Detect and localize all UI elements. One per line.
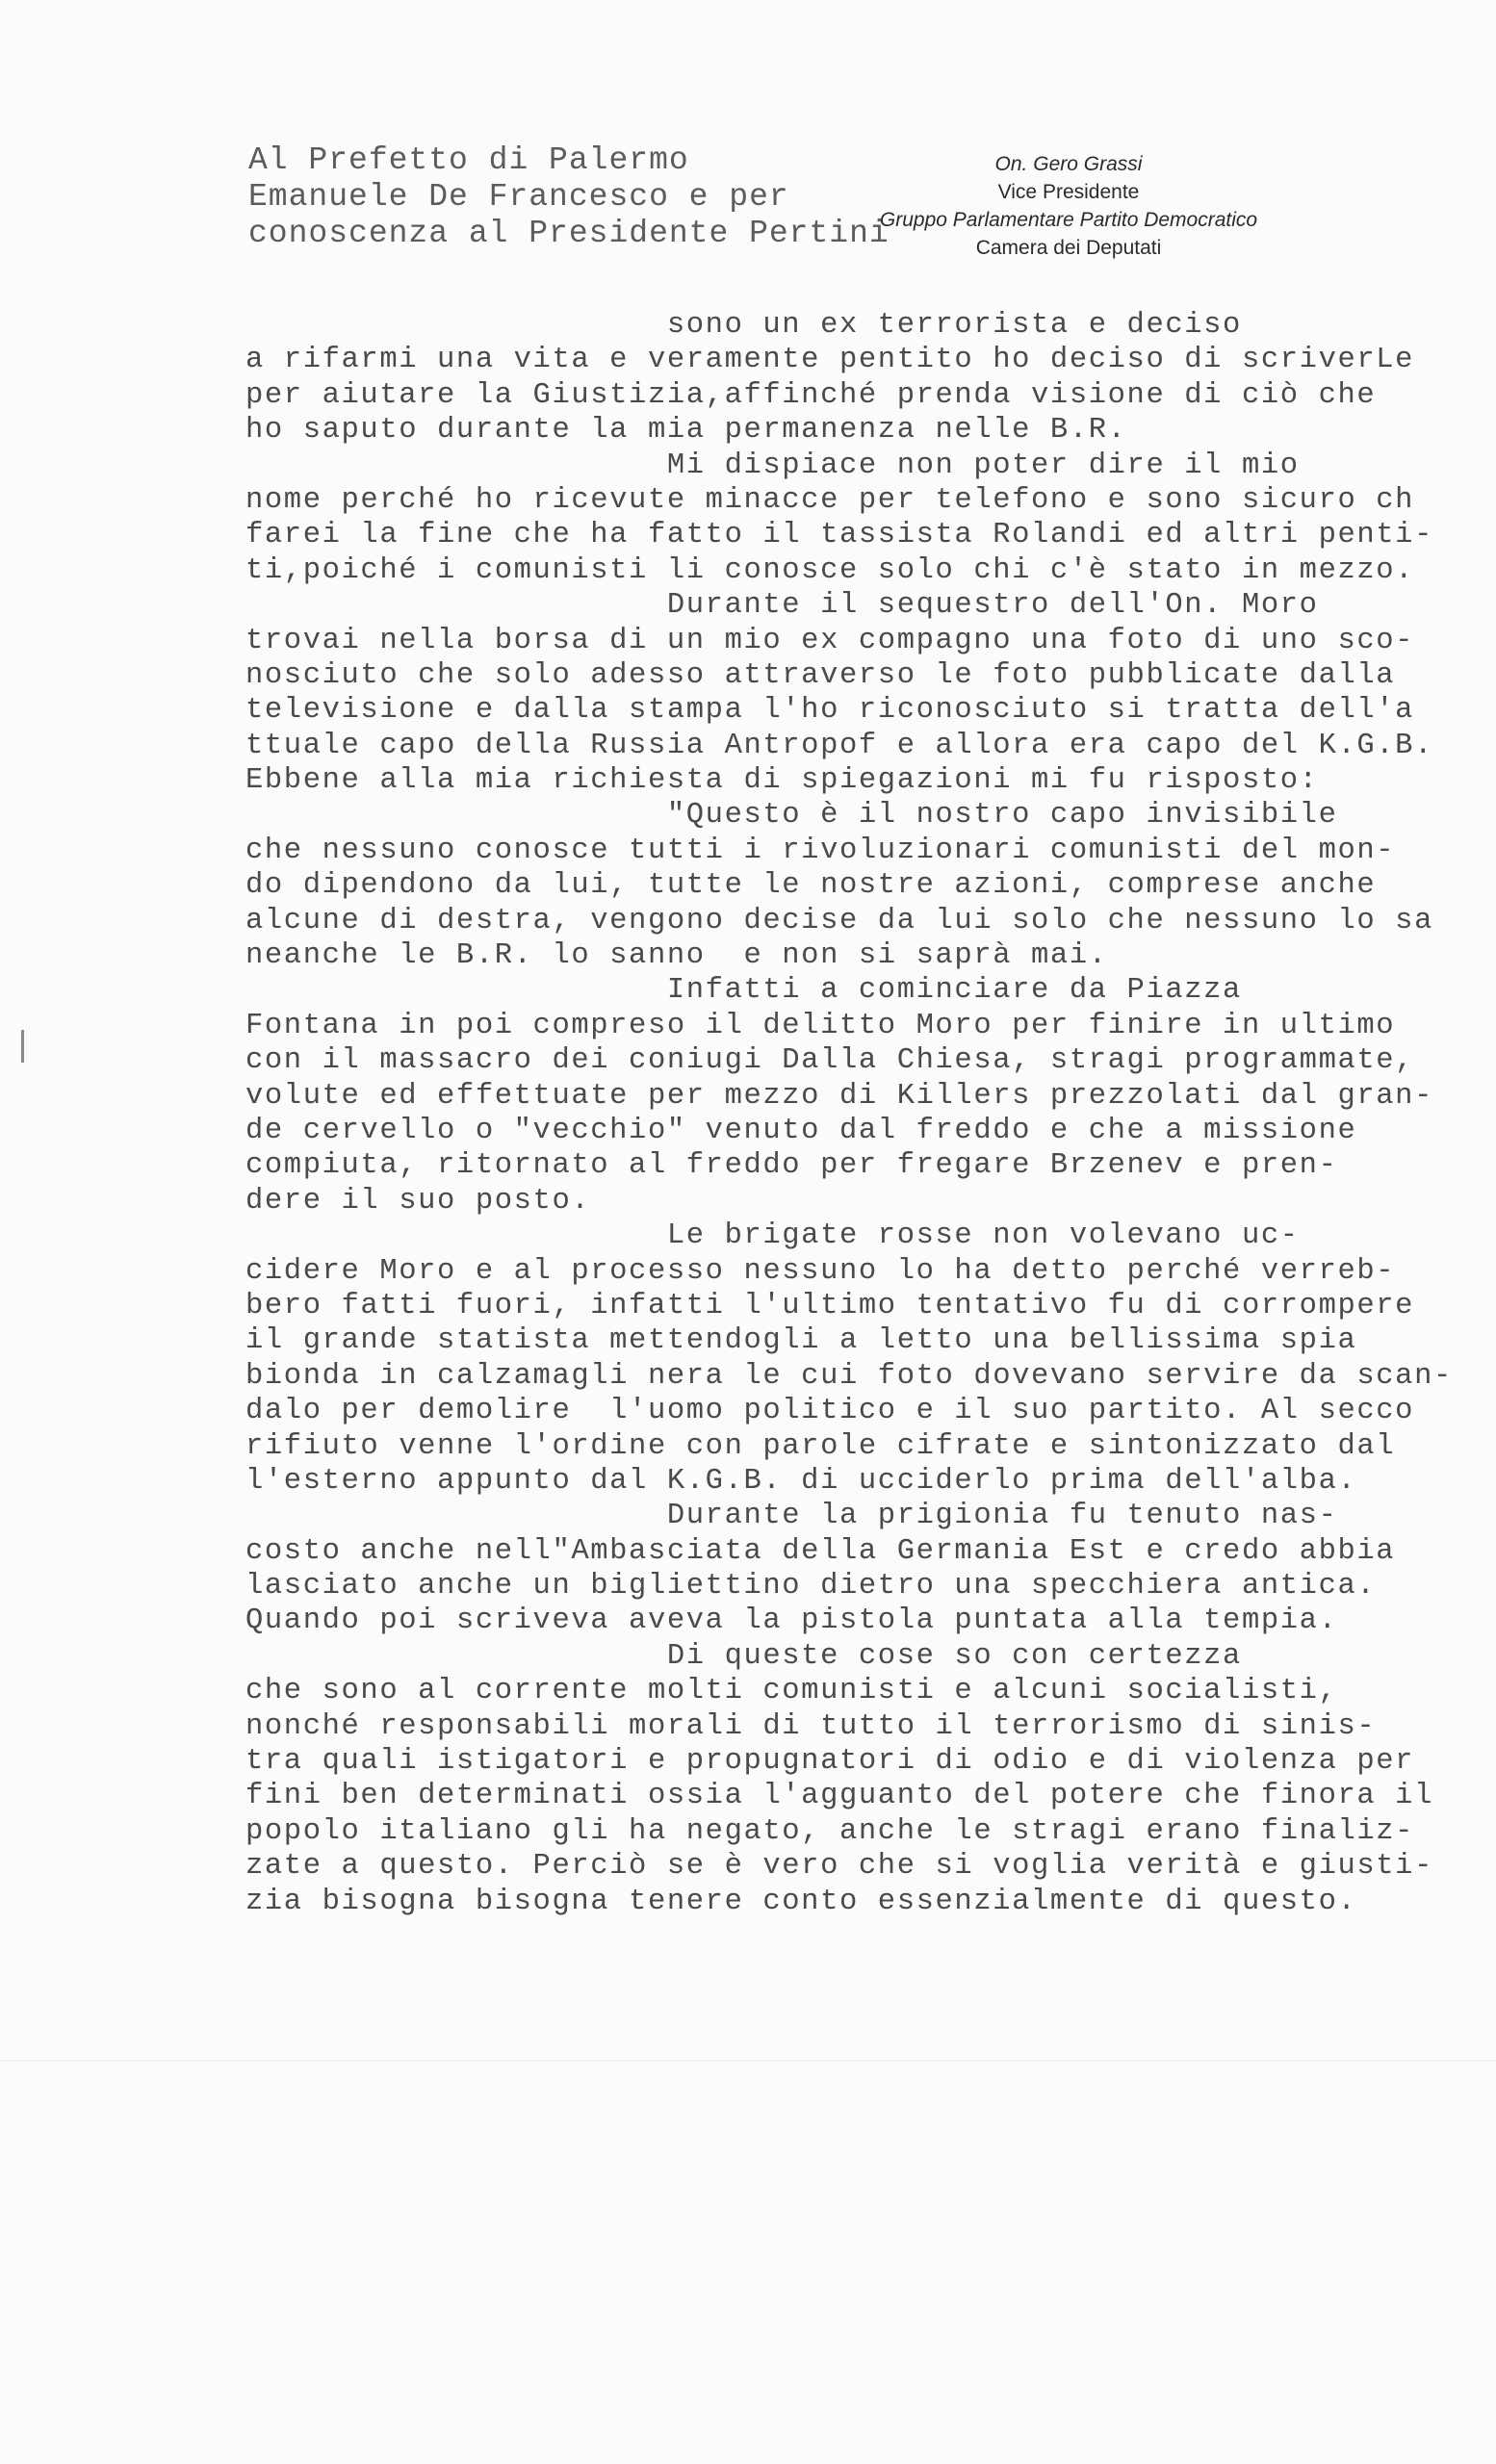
body-line: Quando poi scriveva aveva la pistola puntata alla tempia.	[245, 1604, 1338, 1638]
stamp-name: On. Gero Grassi	[994, 153, 1143, 175]
body-line: costo anche nell"Ambasciata della Germania Est e credo abbia	[245, 1534, 1396, 1568]
body-line: nome perché ho ricevute minacce per telefono e sono sicuro ch	[245, 483, 1415, 517]
body-line: Fontana in poi compreso il delitto Moro per finire in ultimo	[245, 1009, 1396, 1042]
body-line: bionda in calzamagli nera le cui foto dovevano servire da scan-	[245, 1359, 1453, 1393]
addressee-line: Al Prefetto di Palermo	[248, 142, 689, 178]
body-line: neanche le B.R. lo sanno e non si saprà mai.	[245, 939, 1108, 973]
scan-edge	[0, 2060, 1496, 2062]
body-line: che sono al corrente molti comunisti e alcuni socialisti,	[245, 1675, 1338, 1708]
body-line: fini ben determinati ossia l'agguanto del potere che finora il	[245, 1780, 1433, 1813]
addressee-line: conoscenza al Presidente Pertini	[248, 216, 890, 251]
addressee-block	[248, 142, 890, 252]
body-line: lasciato anche un bigliettino dietro una specchiera antica.	[245, 1570, 1377, 1604]
body-line: a rifarmi una vita e veramente pentito ho deciso di scriverLe	[245, 344, 1415, 377]
stamp-role: Vice Presidente	[997, 181, 1140, 203]
body-line: il grande statista mettendogli a letto una bellissima spia	[245, 1324, 1357, 1358]
body-line: bero fatti fuori, infatti l'ultimo tentativo fu di corrompere	[245, 1289, 1415, 1322]
addressee-line: Emanuele De Francesco e per	[248, 179, 789, 215]
body-line: popolo italiano gli ha negato, anche le stragi erano finaliz-	[245, 1814, 1415, 1848]
body-line: Ebbene alla mia richiesta di spiegazioni mi fu risposto:	[245, 764, 1319, 798]
margin-mark	[21, 1030, 24, 1063]
body-line: sono un ex terrorista e deciso	[245, 309, 1242, 342]
body-line: dalo per demolire l'uomo politico e il suo partito. Al secco	[245, 1395, 1415, 1428]
body-line: Mi dispiace non poter dire il mio	[245, 449, 1300, 482]
stamp-group: Gruppo Parlamentare Partito Democratico	[879, 209, 1258, 231]
body-line: con il massacro dei coniugi Dalla Chiesa, stragi programmate,	[245, 1044, 1415, 1078]
stamp-chamber: Camera dei Deputati	[975, 237, 1162, 259]
body-line: Durante la prigionia fu tenuto nas-	[245, 1500, 1338, 1533]
body-line: ho saputo durante la mia permanenza nelle B.R.	[245, 414, 1127, 448]
body-line: alcune di destra, vengono decise da lui solo che nessuno lo sa	[245, 904, 1433, 937]
body-line: cidere Moro e al processo nessuno lo ha detto perché verreb-	[245, 1254, 1396, 1288]
body-line: rifiuto venne l'ordine con parole cifrate e sintonizzato dal	[245, 1429, 1396, 1463]
body-line: televisione e dalla stampa l'ho riconosciuto si tratta dell'a	[245, 694, 1415, 728]
body-line: nonché responsabili morali di tutto il terrorismo di sinis-	[245, 1709, 1377, 1743]
body-line: farei la fine che ha fatto il tassista Rolandi ed altri penti-	[245, 519, 1433, 552]
body-line: Infatti a cominciare da Piazza	[245, 974, 1242, 1008]
body-line: do dipendono da lui, tutte le nostre azioni, comprese anche	[245, 869, 1377, 903]
body-line: Durante il sequestro dell'On. Moro	[245, 589, 1319, 623]
deputy-stamp	[857, 150, 1280, 262]
body-line: de cervello o "vecchio" venuto dal freddo e che a missione	[245, 1114, 1357, 1147]
body-line: Le brigate rosse non volevano uc-	[245, 1219, 1300, 1253]
body-line: nosciuto che solo adesso attraverso le foto pubblicate dalla	[245, 658, 1396, 692]
body-line: trovai nella borsa di un mio ex compagno una foto di uno sco-	[245, 624, 1415, 657]
body-line: dere il suo posto.	[245, 1184, 591, 1218]
letter-body	[245, 308, 1453, 1919]
body-line: zate a questo. Perciò se è vero che si voglia verità e giusti-	[245, 1850, 1433, 1884]
body-line: che nessuno conosce tutti i rivoluzionari comunisti del mon-	[245, 834, 1396, 867]
body-line: l'esterno appunto dal K.G.B. di ucciderlo prima dell'alba.	[245, 1464, 1357, 1498]
body-line: ti,poiché i comunisti li conosce solo chi c'è stato in mezzo.	[245, 553, 1415, 587]
body-line: zia bisogna bisogna tenere conto essenzialmente di questo.	[245, 1885, 1357, 1918]
body-line: volute ed effettuate per mezzo di Killers prezzolati dal gran-	[245, 1079, 1433, 1113]
body-line: Di queste cose so con certezza	[245, 1639, 1242, 1673]
body-line: compiuta, ritornato al freddo per fregare Brzenev e pren-	[245, 1149, 1338, 1183]
body-line: ttuale capo della Russia Antropof e allora era capo del K.G.B.	[245, 729, 1433, 762]
body-line: tra quali istigatori e propugnatori di odio e di violenza per	[245, 1745, 1415, 1779]
body-line: per aiutare la Giustizia,affinché prenda visione di ciò che	[245, 378, 1377, 412]
body-line: "Questo è il nostro capo invisibile	[245, 799, 1338, 833]
